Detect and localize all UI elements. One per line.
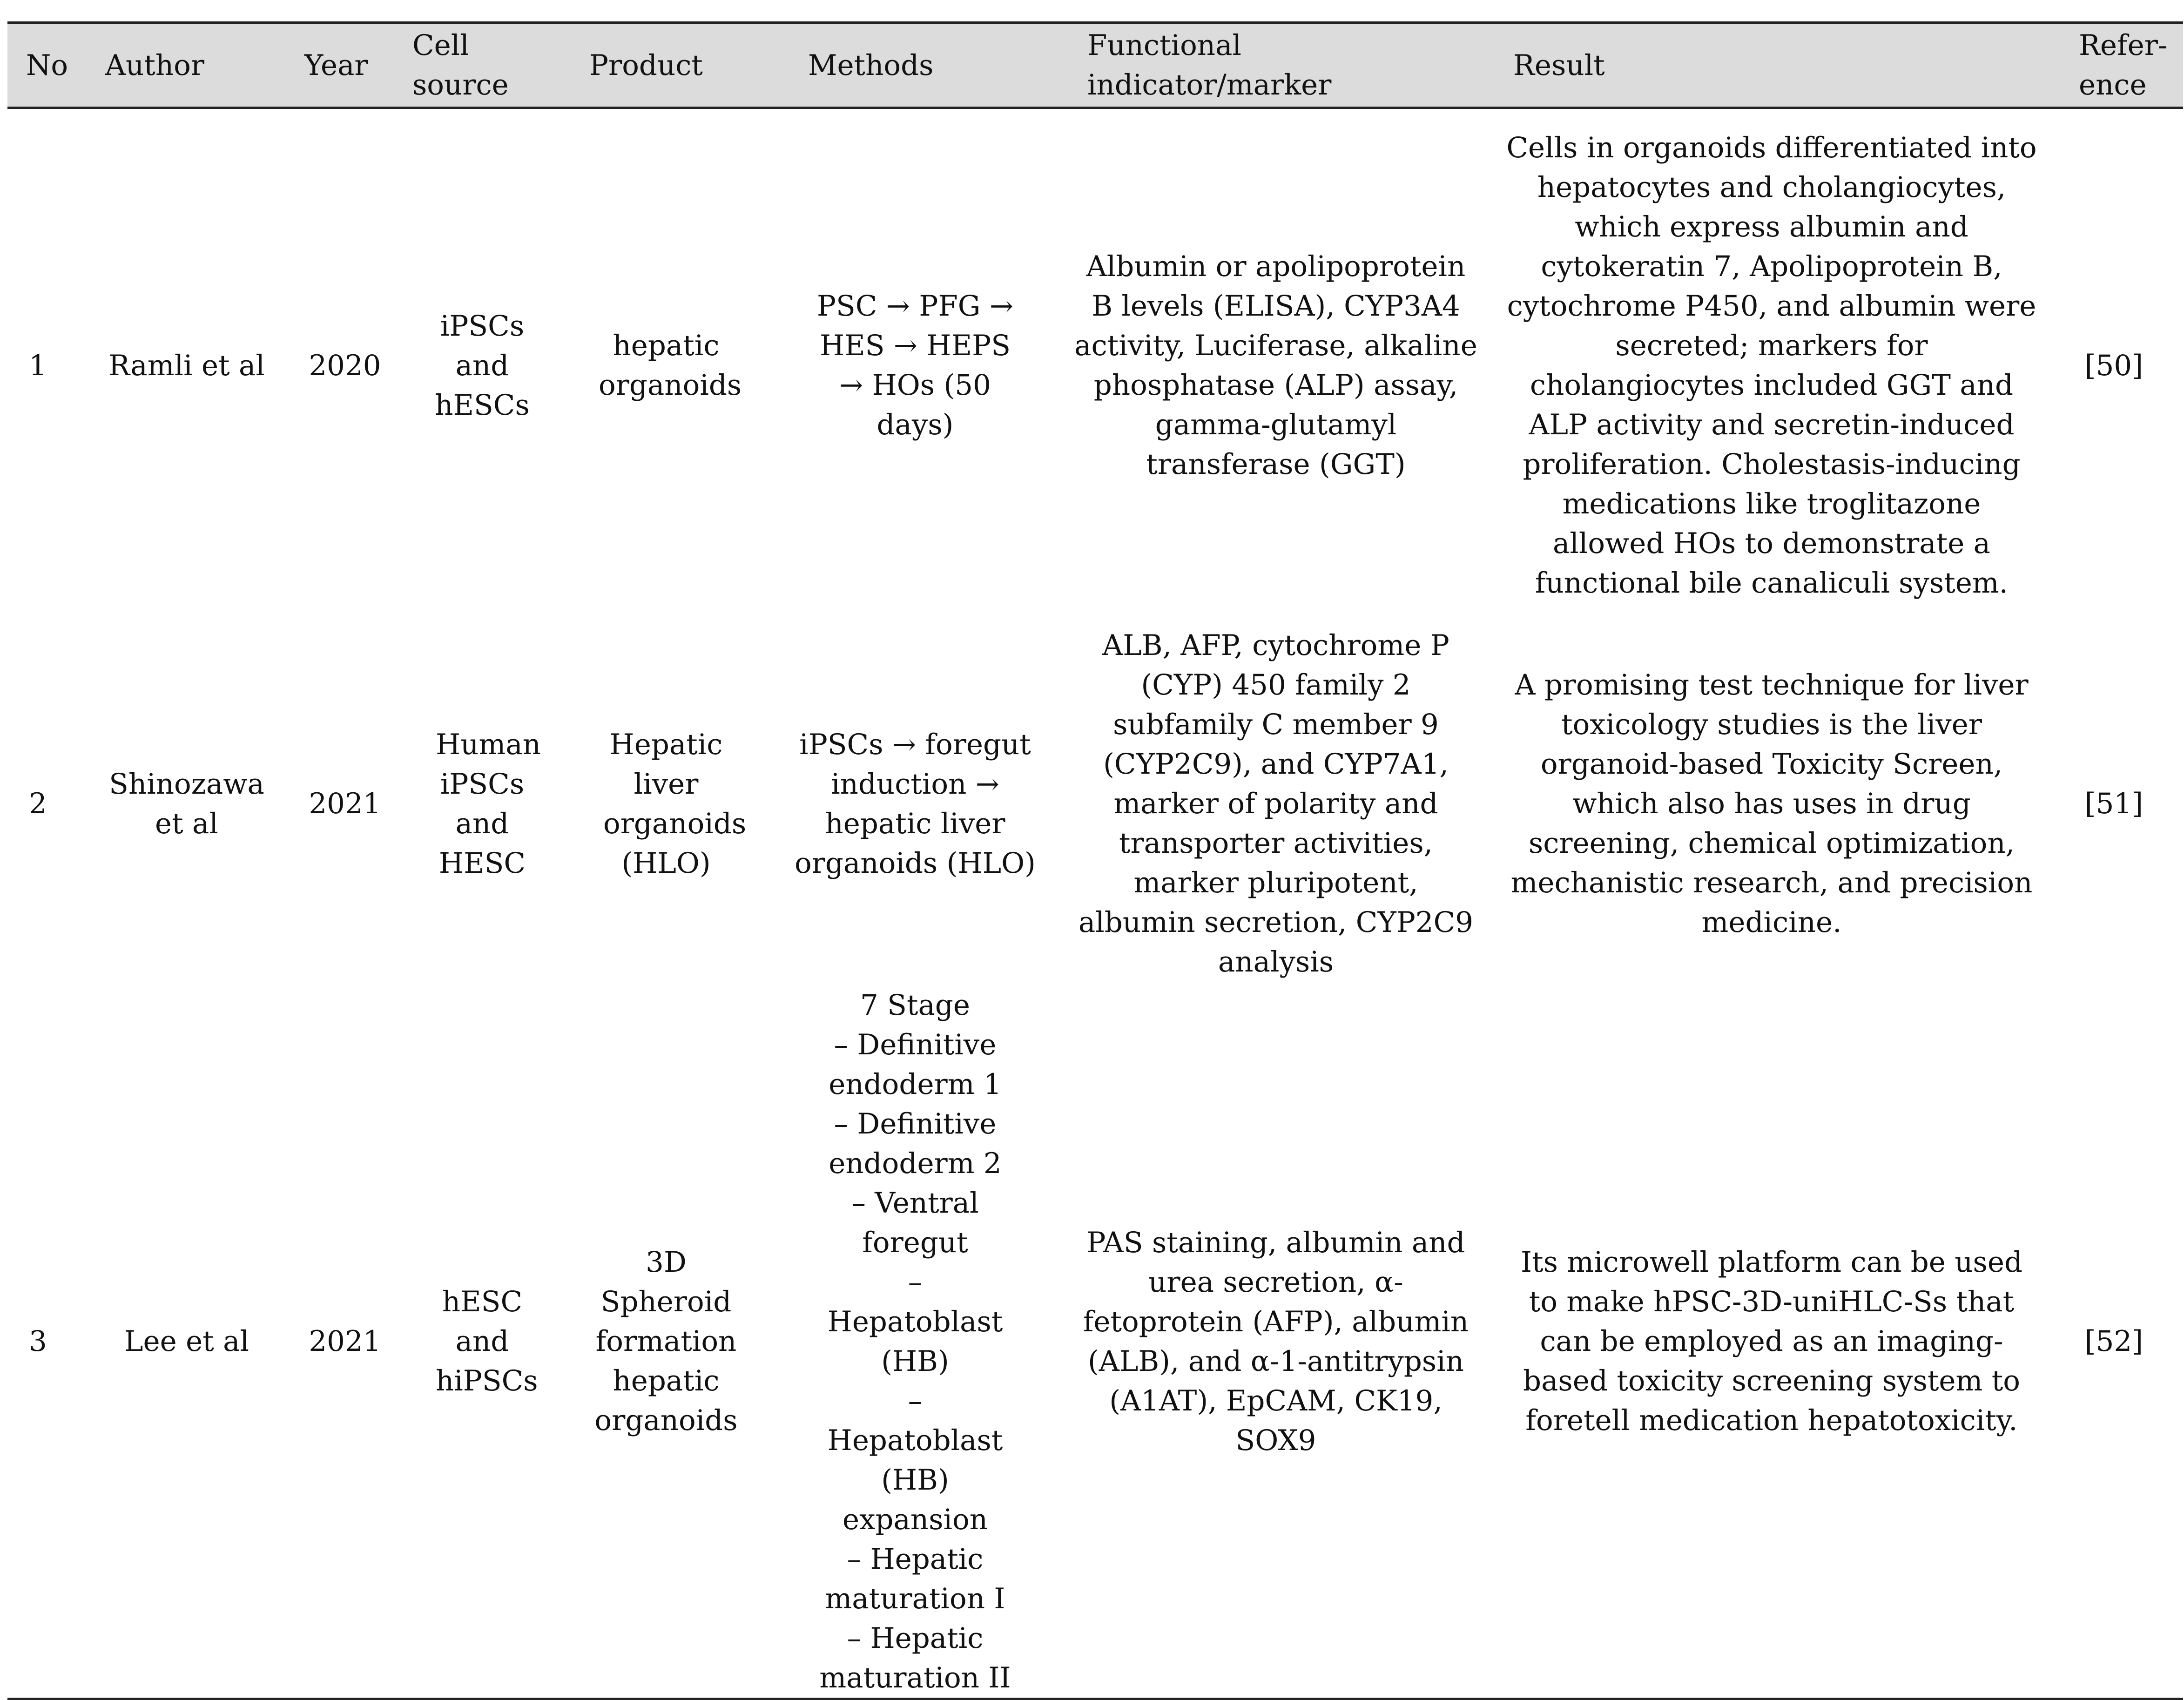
cell-result: Its microwell platform can be used to make hPSC-3D-uniHLC-Ss that can be employed as an imaging-based toxicity screening system to foretell medication hepatotoxicity.	[1492, 985, 2051, 1699]
methods-stage: – Ventral foregut	[851, 1186, 979, 1259]
methods-stage: – Hepatoblast (HB)	[827, 1265, 1003, 1378]
cell-functional-indicator: PAS staining, albumin and urea secretion, α-fetoprotein (AFP), albumin (ALB), and α-1-antitrypsin (A1AT), EpCAM, CK19, SOX9	[1059, 985, 1492, 1699]
header-methods: Methods	[771, 23, 1059, 108]
table-row	[7, 108, 2183, 622]
cell-methods: PSC → PFG → HES → HEPS → HOs (50 days)	[817, 290, 1013, 442]
table-header-row	[7, 23, 2183, 108]
cell-product: Hepatic liver organoids (HLO)	[603, 728, 747, 880]
cell-cell-source: iPSCs and hESCs	[435, 309, 530, 422]
methods-stage-list	[817, 1025, 1013, 1698]
cell-functional-indicator: ALB, AFP, cytochrome P (CYP) 450 family 2 subfamily C member 9 (CYP2C9), and CYP7A1, marker of polarity and transporter activities, marker pluripotent, albumin secretion, CYP2C9 analysis	[1078, 629, 1474, 978]
cell-reference: [51]	[2084, 787, 2143, 820]
methods-stage: – Definitive endoderm 1	[829, 1028, 1002, 1101]
cell-product: hepatic organoids	[599, 329, 742, 402]
cell-methods: iPSCs → foregut induction → hepatic liver organoids (HLO)	[795, 728, 1036, 880]
header-year: Year	[287, 23, 403, 108]
cell-author: Lee et al	[87, 985, 287, 1699]
header-reference: Refer-ence	[2051, 23, 2183, 108]
cell-year: 2021	[287, 985, 403, 1699]
cell-reference: [50]	[2084, 349, 2143, 382]
cell-author: Ramli et al	[108, 349, 265, 382]
header-functional-indicator: Functional indicator/marker	[1059, 23, 1492, 108]
cell-no: 1	[29, 349, 47, 382]
cell-cell-source: Human iPSCs and HESC	[436, 728, 541, 880]
header-product: Product	[561, 23, 771, 108]
table-row	[7, 622, 2183, 985]
organoid-studies-table	[7, 21, 2183, 1700]
methods-stage: – Definitive endoderm 2	[829, 1107, 1002, 1180]
cell-reference: [52]	[2051, 985, 2183, 1699]
header-no: No	[7, 23, 87, 108]
header-cell-source: Cell source	[403, 23, 561, 108]
cell-author: Shinozawa et al	[109, 767, 264, 840]
cell-cell-source: hESC and hiPSCs	[403, 985, 561, 1699]
methods-stage: – Hepatoblast (HB) expansion	[827, 1384, 1003, 1536]
cell-result: A promising test technique for liver toxicology studies is the liver organoid-based Toxicity Screen, which also has uses in drug screening, chemical optimization, mechanistic research, and precision medicine.	[1510, 668, 2033, 939]
header-result: Result	[1492, 23, 2051, 108]
cell-no: 3	[7, 985, 87, 1699]
methods-stage: – Hepatic maturation I	[825, 1542, 1005, 1615]
cell-methods	[771, 985, 1059, 1699]
table-row	[7, 985, 2183, 1699]
cell-result: Cells in organoids differentiated into hepatocytes and cholangiocytes, which express albumin and cytokeratin 7, Apolipoprotein B, cytochrome P450, and albumin were secreted; markers for cholangiocytes included GGT and ALP activity and secretin-induced proliferation. Cholestasis-inducing medications like troglitazone allowed HOs to demonstrate a functional bile canaliculi system.	[1506, 131, 2037, 600]
methods-title: 7 Stage	[860, 988, 971, 1022]
cell-year: 2020	[309, 349, 381, 382]
cell-no: 2	[29, 787, 47, 820]
header-author: Author	[87, 23, 287, 108]
cell-year: 2021	[309, 787, 381, 820]
methods-stage: – Hepatic maturation II	[819, 1621, 1011, 1694]
cell-functional-indicator: Albumin or apolipoprotein B levels (ELISA), CYP3A4 activity, Luciferase, alkaline phosphatase (ALP) assay, gamma-glutamyl transferase (GGT)	[1074, 250, 1477, 481]
cell-product: 3D Spheroid formation hepatic organoids	[561, 985, 771, 1699]
